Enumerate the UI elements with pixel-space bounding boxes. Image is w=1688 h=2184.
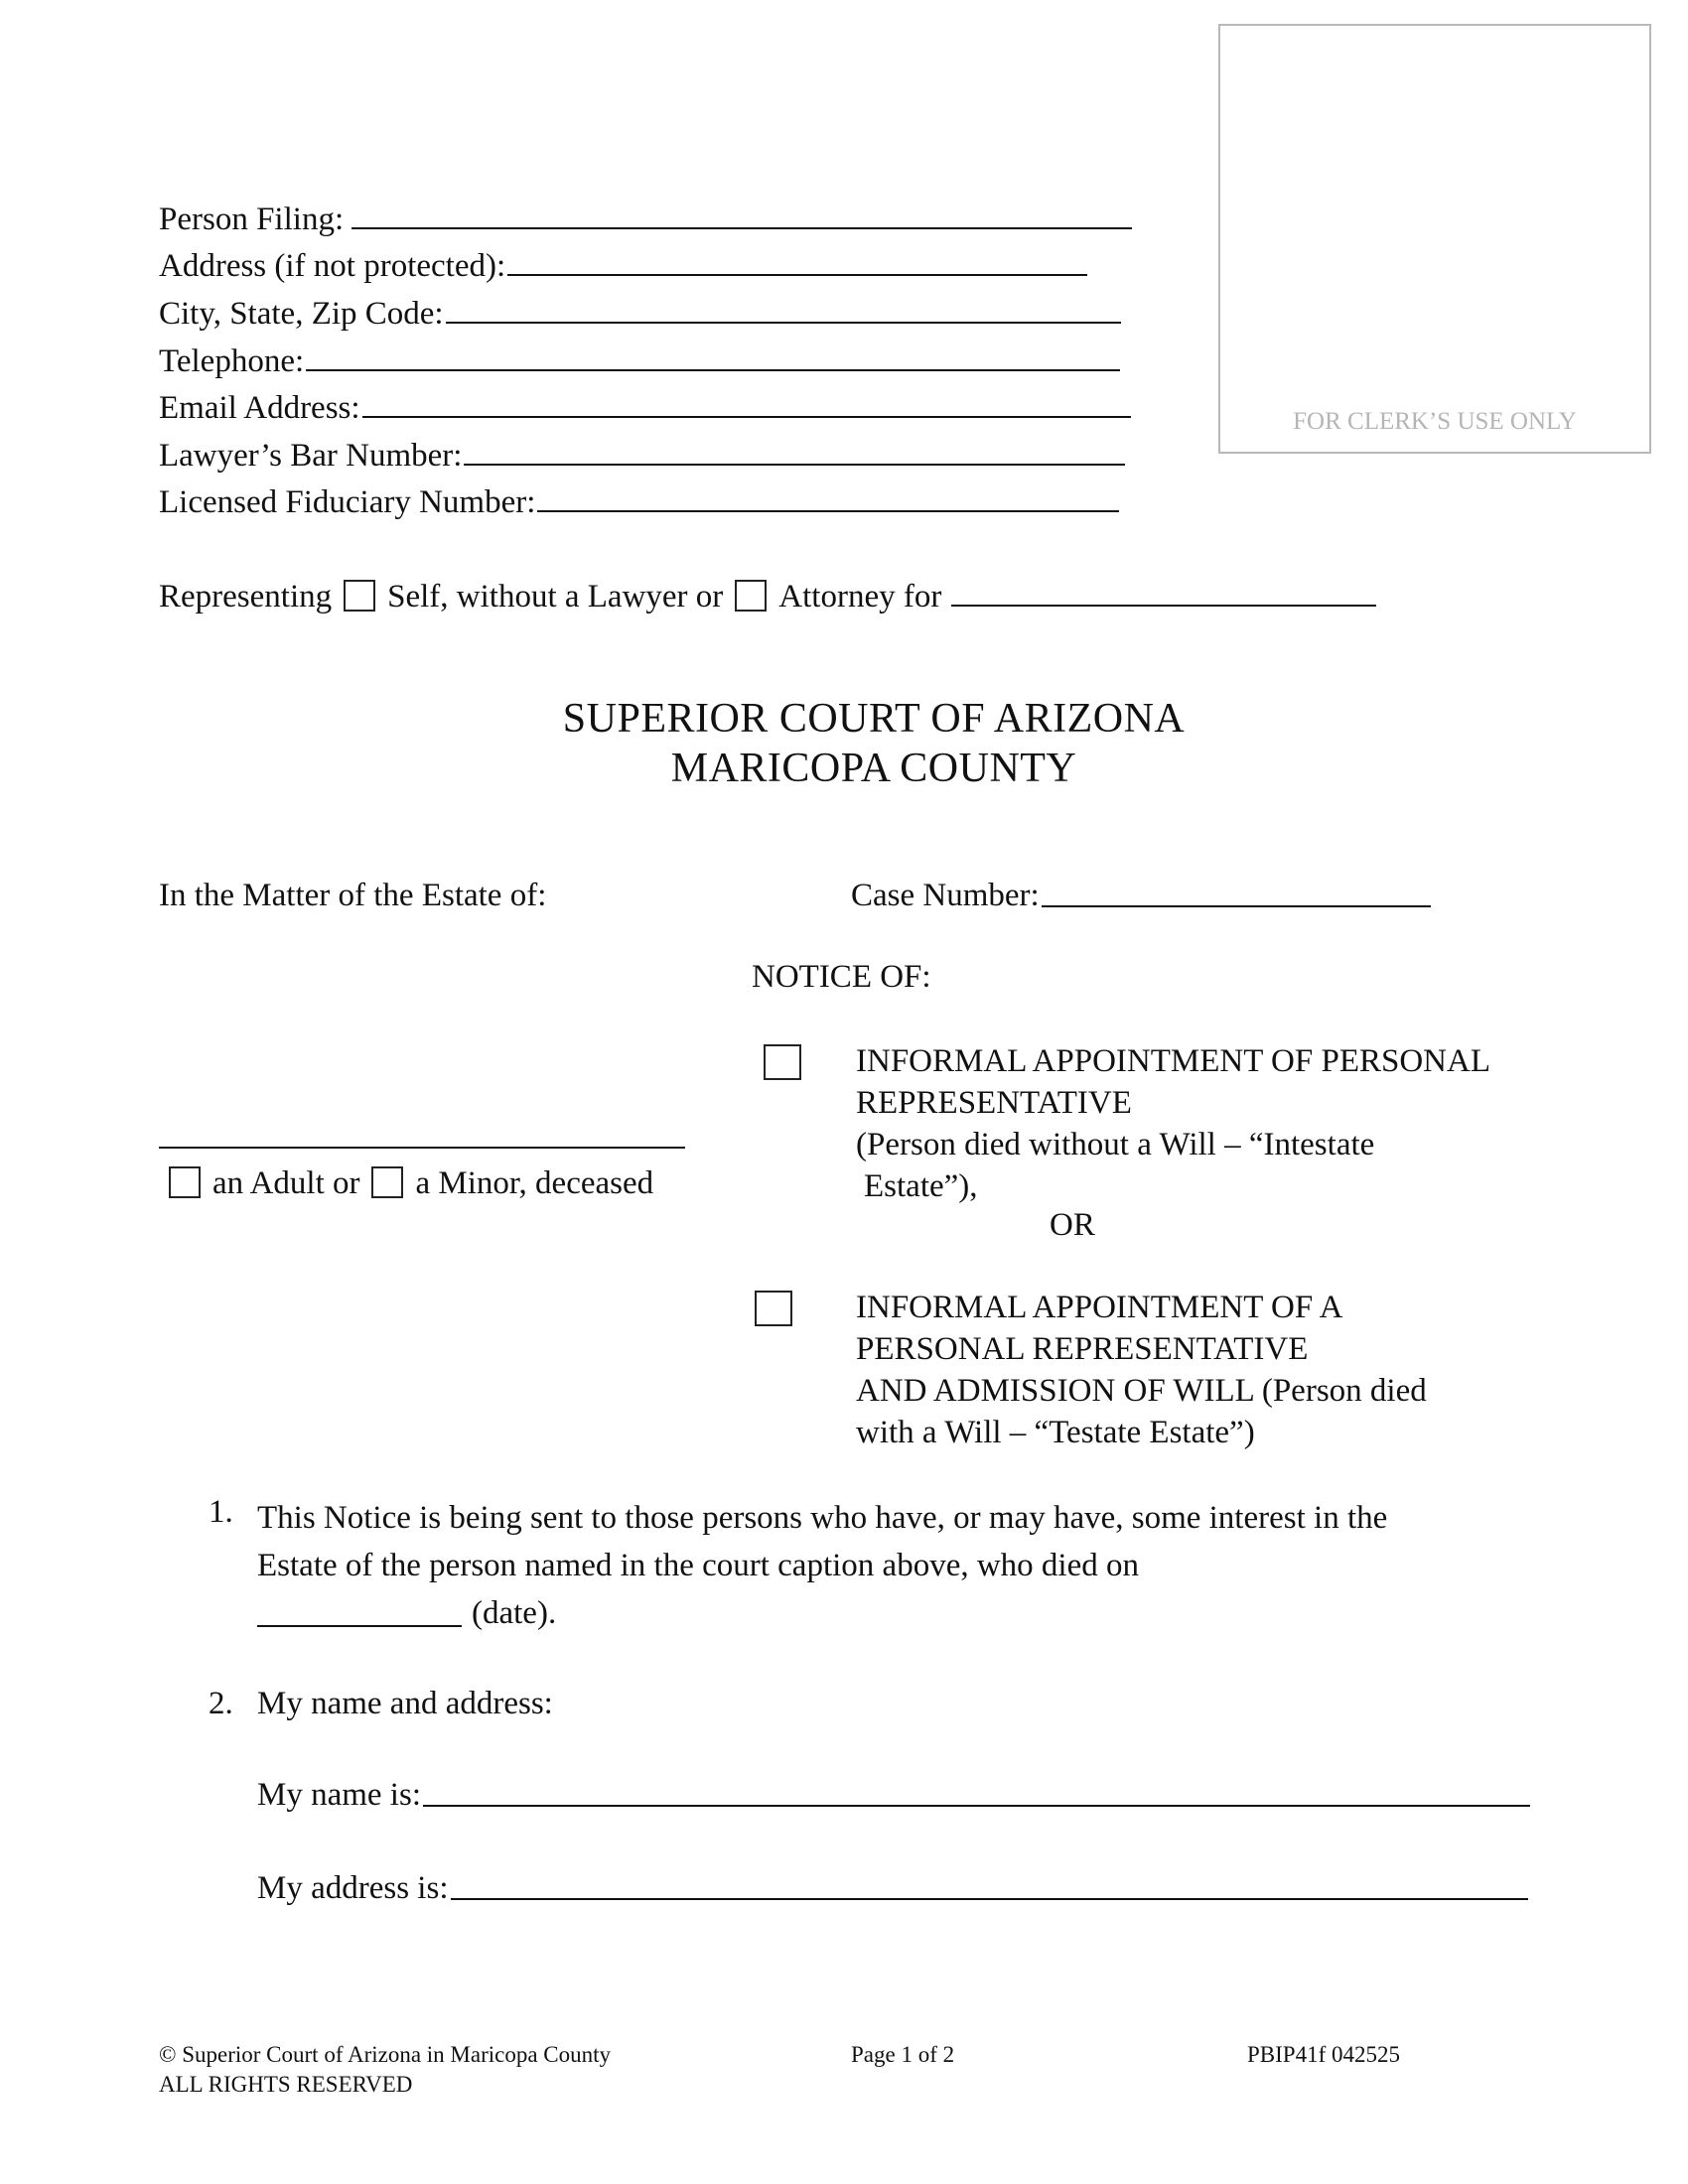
city-state-zip-field[interactable] xyxy=(446,322,1121,324)
my-name-row xyxy=(257,1777,1530,1814)
fiduciary-number-label: Licensed Fiduciary Number: xyxy=(159,484,536,520)
email-field[interactable] xyxy=(362,416,1131,418)
item-1-text xyxy=(257,1494,1387,1641)
court-title: SUPERIOR COURT OF ARIZONA xyxy=(562,696,1186,742)
testate-line-1: INFORMAL APPOINTMENT OF A xyxy=(856,1290,1343,1325)
minor-label: a Minor, deceased xyxy=(415,1165,654,1201)
testate-checkbox[interactable] xyxy=(755,1291,792,1326)
fiduciary-number-row xyxy=(159,481,1119,521)
city-state-zip-label: City, State, Zip Code: xyxy=(159,296,444,332)
bar-number-field[interactable] xyxy=(464,464,1125,466)
item-1-line-2: Estate of the person named in the court caption above, who died on xyxy=(257,1548,1139,1583)
footer-copyright: © Superior Court of Arizona in Maricopa County xyxy=(159,2042,612,2067)
person-filing-field[interactable] xyxy=(352,227,1132,229)
bar-number-row xyxy=(159,435,1125,475)
item-1-number: 1. xyxy=(209,1494,233,1530)
my-address-field[interactable] xyxy=(451,1898,1528,1900)
item-1-date-row xyxy=(257,1589,556,1637)
clerk-use-box xyxy=(1218,24,1651,454)
notice-of-label: NOTICE OF: xyxy=(752,959,931,995)
adult-label: an Adult or xyxy=(212,1165,360,1201)
address-field[interactable] xyxy=(507,274,1087,276)
representing-row xyxy=(159,576,1376,615)
telephone-row xyxy=(159,341,1120,380)
address-label: Address (if not protected): xyxy=(159,248,506,284)
email-label: Email Address: xyxy=(159,390,360,426)
testate-line-2: PERSONAL REPRESENTATIVE xyxy=(856,1331,1309,1367)
city-state-zip-row xyxy=(159,293,1121,333)
my-address-row xyxy=(257,1870,1528,1907)
my-name-label: My name is: xyxy=(257,1777,421,1813)
telephone-field[interactable] xyxy=(306,369,1120,371)
date-label: (date). xyxy=(472,1595,557,1631)
intestate-line-2: REPRESENTATIVE xyxy=(856,1085,1132,1121)
case-number-row xyxy=(851,878,1431,914)
matter-label: In the Matter of the Estate of: xyxy=(159,878,547,913)
attorney-label: Attorney for xyxy=(778,579,942,614)
email-row xyxy=(159,387,1131,427)
my-name-field[interactable] xyxy=(423,1805,1530,1807)
person-filing-label: Person Filing: xyxy=(159,202,345,237)
decedent-age-row xyxy=(169,1165,653,1202)
testate-line-4: with a Will – “Testate Estate”) xyxy=(856,1415,1255,1450)
or-label: OR xyxy=(1050,1207,1095,1243)
intestate-line-3: (Person died without a Will – “Intestate xyxy=(856,1127,1375,1162)
adult-checkbox[interactable] xyxy=(169,1166,201,1198)
county-title: MARICOPA COUNTY xyxy=(670,746,1077,791)
fiduciary-number-field[interactable] xyxy=(537,510,1119,512)
intestate-line-4: Estate”), xyxy=(864,1168,978,1204)
representing-label: Representing xyxy=(159,579,333,614)
testate-line-3: AND ADMISSION OF WILL (Person died xyxy=(856,1373,1427,1409)
intestate-option-text xyxy=(856,1040,1490,1207)
minor-checkbox[interactable] xyxy=(371,1166,403,1198)
date-of-death-field[interactable] xyxy=(257,1625,462,1627)
footer-rights: ALL RIGHTS RESERVED xyxy=(159,2072,413,2097)
attorney-for-field[interactable] xyxy=(951,605,1376,607)
item-2-number: 2. xyxy=(209,1686,233,1721)
self-label: Self, without a Lawyer or xyxy=(387,579,724,614)
case-number-field[interactable] xyxy=(1042,905,1431,907)
bar-number-label: Lawyer’s Bar Number: xyxy=(159,438,463,474)
attorney-checkbox[interactable] xyxy=(735,580,767,612)
decedent-name-field[interactable] xyxy=(159,1147,685,1149)
case-number-label: Case Number: xyxy=(851,878,1040,913)
item-1-line-1: This Notice is being sent to those persons who have, or may have, some interest in the xyxy=(257,1500,1388,1536)
item-2-text: My name and address: xyxy=(257,1686,553,1721)
my-address-label: My address is: xyxy=(257,1870,449,1906)
footer-page-number: Page 1 of 2 xyxy=(851,2042,955,2067)
testate-option-text xyxy=(856,1287,1427,1453)
footer-form-code: PBIP41f 042525 xyxy=(1247,2042,1400,2067)
person-filing-row xyxy=(159,199,1132,238)
telephone-label: Telephone: xyxy=(159,343,305,379)
intestate-checkbox[interactable] xyxy=(764,1044,801,1080)
address-row xyxy=(159,245,1087,285)
clerk-use-label: FOR CLERK’S USE ONLY xyxy=(1293,408,1577,435)
intestate-line-1: INFORMAL APPOINTMENT OF PERSONAL xyxy=(856,1043,1491,1079)
self-checkbox[interactable] xyxy=(344,580,375,612)
